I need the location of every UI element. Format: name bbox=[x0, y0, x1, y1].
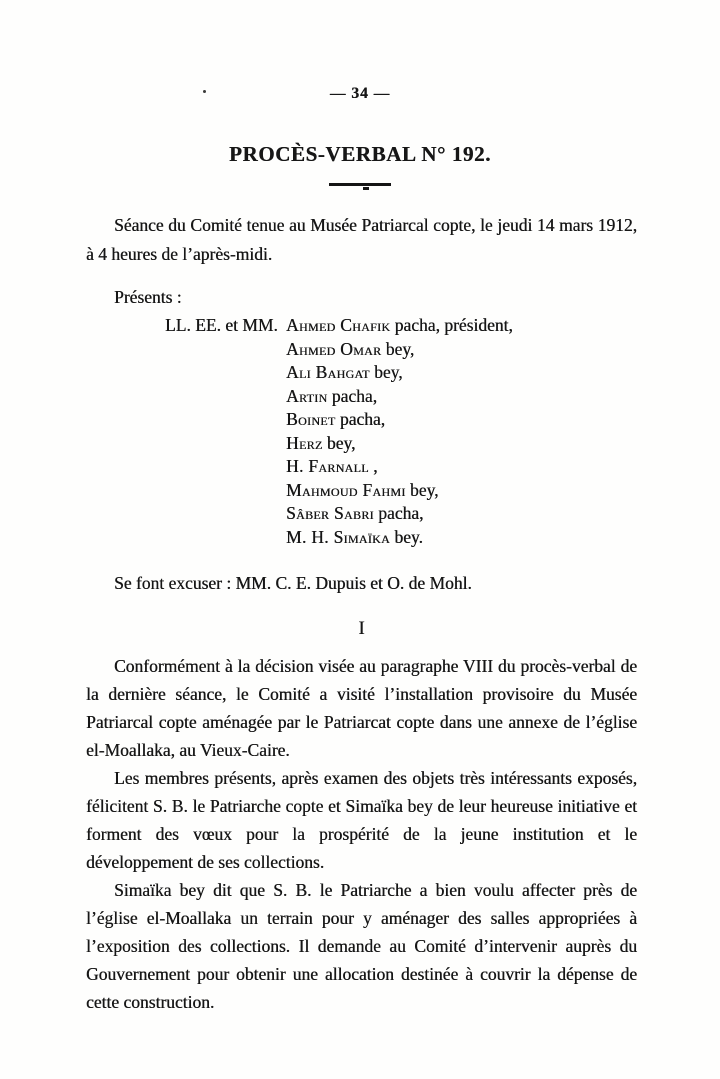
attendees-prefix: LL. EE. et MM. bbox=[165, 315, 278, 335]
body-paragraph: Simaïka bey dit que S. B. le Patriarche a bien voulu affecter près de l’église el-Moallaka un terrain pour y aménager des salles appropriées à l’exposition des collections. Il demande au Comité d’intervenir auprès du Gouvernement pour obtenir une allocation destinée à couvrir la dépense de cette construction. bbox=[86, 880, 637, 1012]
attendee-name: Artin bbox=[286, 385, 328, 406]
attendee-row bbox=[286, 408, 637, 432]
attendee-title: pacha, bbox=[339, 409, 386, 429]
attendee-row bbox=[286, 361, 637, 385]
page-title: PROCÈS-VERBAL N° 192. bbox=[229, 142, 491, 166]
document-body bbox=[86, 211, 637, 1016]
attendee-title: bey, bbox=[385, 338, 415, 359]
body-paragraph: Les membres présents, après examen des objets très intéressants exposés, félicitent S. B. le Patriarche copte et Simaïka bey de leur heureuse initiative et forment des vœux pour la prospérité de la jeune institution et le développement de ses collections. bbox=[86, 768, 637, 872]
attendee-name: Ahmed Omar bbox=[286, 338, 382, 359]
attendee-name: Ali Bahgat bbox=[286, 362, 370, 382]
page-number: — 34 — bbox=[329, 85, 391, 102]
attendees-list bbox=[165, 314, 637, 549]
attendee-row bbox=[286, 526, 637, 550]
attendee-name: Herz bbox=[286, 432, 323, 453]
attendee-row bbox=[286, 432, 637, 456]
attendee-row bbox=[286, 338, 637, 362]
attendee-title: pacha, bbox=[331, 385, 377, 406]
attendee-name: Mahmoud Fahmi bbox=[286, 479, 406, 500]
attendee-row bbox=[165, 314, 637, 338]
attendee-name: Ahmed Chafik bbox=[286, 315, 391, 335]
excused-line: Se font excuser : MM. C. E. Dupuis et O. de Mohl. bbox=[114, 573, 472, 593]
attendee-row bbox=[286, 385, 637, 409]
body-paragraph: Conformément à la décision visée au paragraphe VIII du procès-verbal de la dernière séance, le Comité a visité l’installation provisoire du Musée Patriarcal copte aménagée par le Patriarcat copte dans une annexe de l’église el-Moallaka, au Vieux-Caire. bbox=[86, 656, 637, 760]
title-divider bbox=[329, 183, 391, 186]
attendee-title: pacha, président, bbox=[394, 315, 513, 335]
attendee-title: bey, bbox=[374, 362, 403, 382]
session-intro: Séance du Comité tenue au Musée Patriarcal copte, le jeudi 14 mars 1912, à 4 heures de l’après-midi. bbox=[86, 215, 637, 264]
attendee-row bbox=[286, 479, 637, 503]
section-number: I bbox=[358, 618, 365, 639]
attendee-name: Boinet bbox=[286, 409, 336, 429]
attendee-row bbox=[286, 455, 637, 479]
attendee-title: pacha, bbox=[378, 503, 424, 523]
attendee-name: Sâber Sabri bbox=[286, 503, 374, 523]
attendee-title: , bbox=[373, 456, 378, 476]
attendee-name: M. H. Simaïka bbox=[286, 526, 390, 547]
attendee-title: bey, bbox=[326, 432, 356, 453]
attendee-row bbox=[286, 502, 637, 526]
attendee-name: H. Farnall bbox=[286, 456, 369, 476]
scan-speck bbox=[203, 90, 206, 93]
attendee-title: bey, bbox=[409, 479, 439, 500]
attendee-title: bey. bbox=[394, 526, 423, 547]
presents-label: Présents : bbox=[114, 287, 182, 307]
